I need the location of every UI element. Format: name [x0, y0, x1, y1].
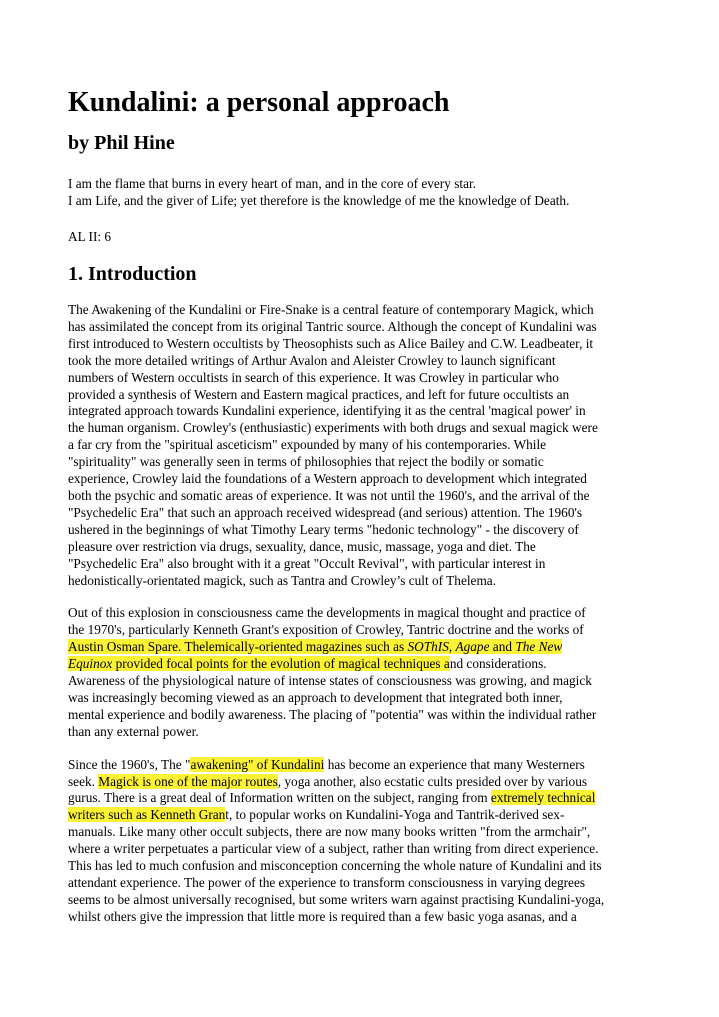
- text-run: integrated approach towards Kundalini experience, identifying it as the central 'magical power' in: [68, 403, 586, 419]
- text-line: [68, 757, 658, 774]
- text-run: ushered in the beginnings of what Timothy Leary terms "hedonic technology" - the discovery of: [68, 521, 579, 537]
- text-run: "Psychedelic Era" also brought with it a great "Occult Revival", with particular interest in: [68, 555, 546, 571]
- text-line: [68, 673, 658, 690]
- text-line: [68, 539, 658, 556]
- epigraph-line: I am the flame that burns in every heart of man, and in the core of every star.: [68, 176, 476, 191]
- text-line: [68, 622, 658, 639]
- text-line: [68, 639, 658, 656]
- paragraph: [68, 605, 658, 740]
- text-line: [68, 505, 658, 522]
- text-line: [68, 488, 658, 505]
- text-line: [68, 790, 658, 807]
- highlighted-text: Equinox: [68, 656, 113, 672]
- text-line: [68, 420, 658, 437]
- highlighted-text: Magick is one of the major routes: [98, 773, 278, 789]
- author-byline: by Phil Hine: [68, 132, 175, 154]
- text-line: [68, 892, 658, 909]
- text-line: [68, 319, 658, 336]
- text-run: Awareness of the physiological nature of intense states of consciousness was growing, and magick: [68, 673, 592, 689]
- text-line: [68, 656, 658, 673]
- text-run: This has led to much confusion and misconception concerning the whole nature of Kundalini and its: [68, 858, 602, 874]
- text-run: took the more detailed writings of Arthur Avalon and Aleister Crowley to launch significant: [68, 352, 556, 368]
- text-run: experience, Crowley laid the foundations of a Western approach to development which integrated: [68, 471, 587, 487]
- introduction-body: [68, 302, 658, 926]
- text-run: has become an experience that many Westerners: [324, 756, 585, 772]
- text-line: [68, 353, 658, 370]
- text-line: [68, 841, 658, 858]
- epigraph-reference: AL II: 6: [68, 229, 112, 244]
- highlighted-text: writers such as Kenneth Gran: [68, 807, 226, 823]
- text-run: pleasure over restriction via drugs, sexuality, dance, music, massage, yoga and diet. The: [68, 538, 536, 554]
- text-run: , yoga another, also ecstatic cults presided over by various: [277, 773, 588, 789]
- highlighted-text: ,: [448, 639, 456, 655]
- text-run: Out of this explosion in consciousness came the developments in magical thought and practice of: [68, 605, 586, 621]
- text-line: [68, 909, 658, 926]
- text-run: provided a synthesis of Western and Eastern magical practices, and left for future occultists an: [68, 386, 570, 402]
- text-run: "spirituality" was generally seen in terms of philosophies that reject the bodily or somatic: [68, 454, 544, 470]
- text-run: mental experience and bodily awareness. The placing of "potentia" was within the individual rather: [68, 706, 597, 722]
- text-run: "Psychedelic Era" that such an approach received widespread (and serious) attention. The 1960's: [68, 504, 583, 520]
- text-run: manuals. Like many other occult subjects, there are now many books written "from the armchair",: [68, 824, 591, 840]
- highlighted-text: and: [489, 639, 516, 655]
- text-run: seems to be almost universally recognised, but some writers warn against practising Kundalini-yoga,: [68, 891, 605, 907]
- text-line: [68, 437, 658, 454]
- highlighted-text: Austin Osman Spare. Thelemically-oriented magazines such as: [68, 639, 408, 655]
- text-run: The Awakening of the Kundalini or Fire-Snake is a central feature of contemporary Magick, which: [68, 302, 594, 317]
- text-run: seek.: [68, 773, 99, 789]
- text-run: gurus. There is a great deal of Information written on the subject, ranging from: [68, 790, 491, 806]
- text-run: numbers of Western occultists in search of this experience. It was Crowley in particular who: [68, 369, 559, 385]
- text-run: has assimilated the concept from its original Tantric source. Although the concept of Kundalini was: [68, 318, 597, 334]
- text-line: [68, 370, 658, 387]
- text-line: [68, 522, 658, 539]
- text-run: than any external power.: [68, 723, 199, 739]
- document-content: [68, 86, 658, 926]
- text-line: [68, 824, 658, 841]
- text-run: attendant experience. The power of the experience to transform consciousness in varying degrees: [68, 875, 586, 890]
- paragraph: [68, 302, 658, 589]
- text-line: [68, 556, 658, 573]
- text-run: both the psychic and somatic areas of experience. It was not until the 1960's, and the arrival of the: [68, 487, 590, 503]
- paragraph: [68, 757, 658, 926]
- text-line: [68, 302, 658, 319]
- epigraph-line: I am Life, and the giver of Life; yet therefore is the knowledge of me the knowledge of Death.: [68, 193, 570, 208]
- text-line: [68, 707, 658, 724]
- highlighted-text: SOThIS: [407, 639, 449, 655]
- text-line: [68, 858, 658, 875]
- document-title: Kundalini: a personal approach: [68, 87, 450, 118]
- text-run: was increasingly becoming viewed as an approach to development that integrated both inner,: [68, 689, 563, 705]
- text-line: [68, 875, 658, 892]
- text-line: [68, 403, 658, 420]
- text-line: [68, 573, 658, 590]
- text-run: Since the 1960's, The ": [68, 756, 191, 772]
- text-run: nd considerations.: [449, 656, 547, 672]
- highlighted-text: extremely technical: [490, 790, 596, 806]
- text-line: [68, 724, 658, 741]
- text-run: a far cry from the "spiritual asceticism" expounded by many of his contemporaries. While: [68, 437, 547, 453]
- text-line: [68, 454, 658, 471]
- text-run: the human organism. Crowley's (enthusiastic) experiments with both drugs and sexual magick were: [68, 420, 598, 436]
- text-run: first introduced to Western occultists by Theosophists such as Alice Bailey and C.W. Leadbeater, it: [68, 335, 594, 351]
- highlighted-text: The New: [515, 639, 563, 655]
- text-run: hedonistically-orientated magick, such as Tantra and Crowley’s cult of Thelema.: [68, 572, 497, 588]
- epigraph: [68, 175, 658, 209]
- text-line: [68, 387, 658, 404]
- text-line: [68, 471, 658, 488]
- text-line: [68, 605, 658, 622]
- highlighted-text: provided focal points for the evolution of magical techniques a: [112, 656, 450, 672]
- highlighted-text: awakening" of Kundalini: [190, 756, 325, 772]
- text-line: [68, 690, 658, 707]
- text-line: [68, 336, 658, 353]
- text-run: whilst others give the impression that little more is required than a few basic yoga asanas, and a: [68, 908, 577, 924]
- text-line: [68, 774, 658, 791]
- highlighted-text: Agape: [455, 639, 490, 655]
- text-line: [68, 807, 658, 824]
- text-run: t, to popular works on Kundalini-Yoga and Tantrik-derived sex-: [225, 807, 565, 823]
- section-heading-introduction: 1. Introduction: [68, 263, 197, 285]
- text-run: the 1970's, particularly Kenneth Grant's exposition of Crowley, Tantric doctrine and the works of: [68, 622, 584, 638]
- text-run: where a writer perpetuates a particular view of a subject, rather than writing from direct experience.: [68, 841, 599, 857]
